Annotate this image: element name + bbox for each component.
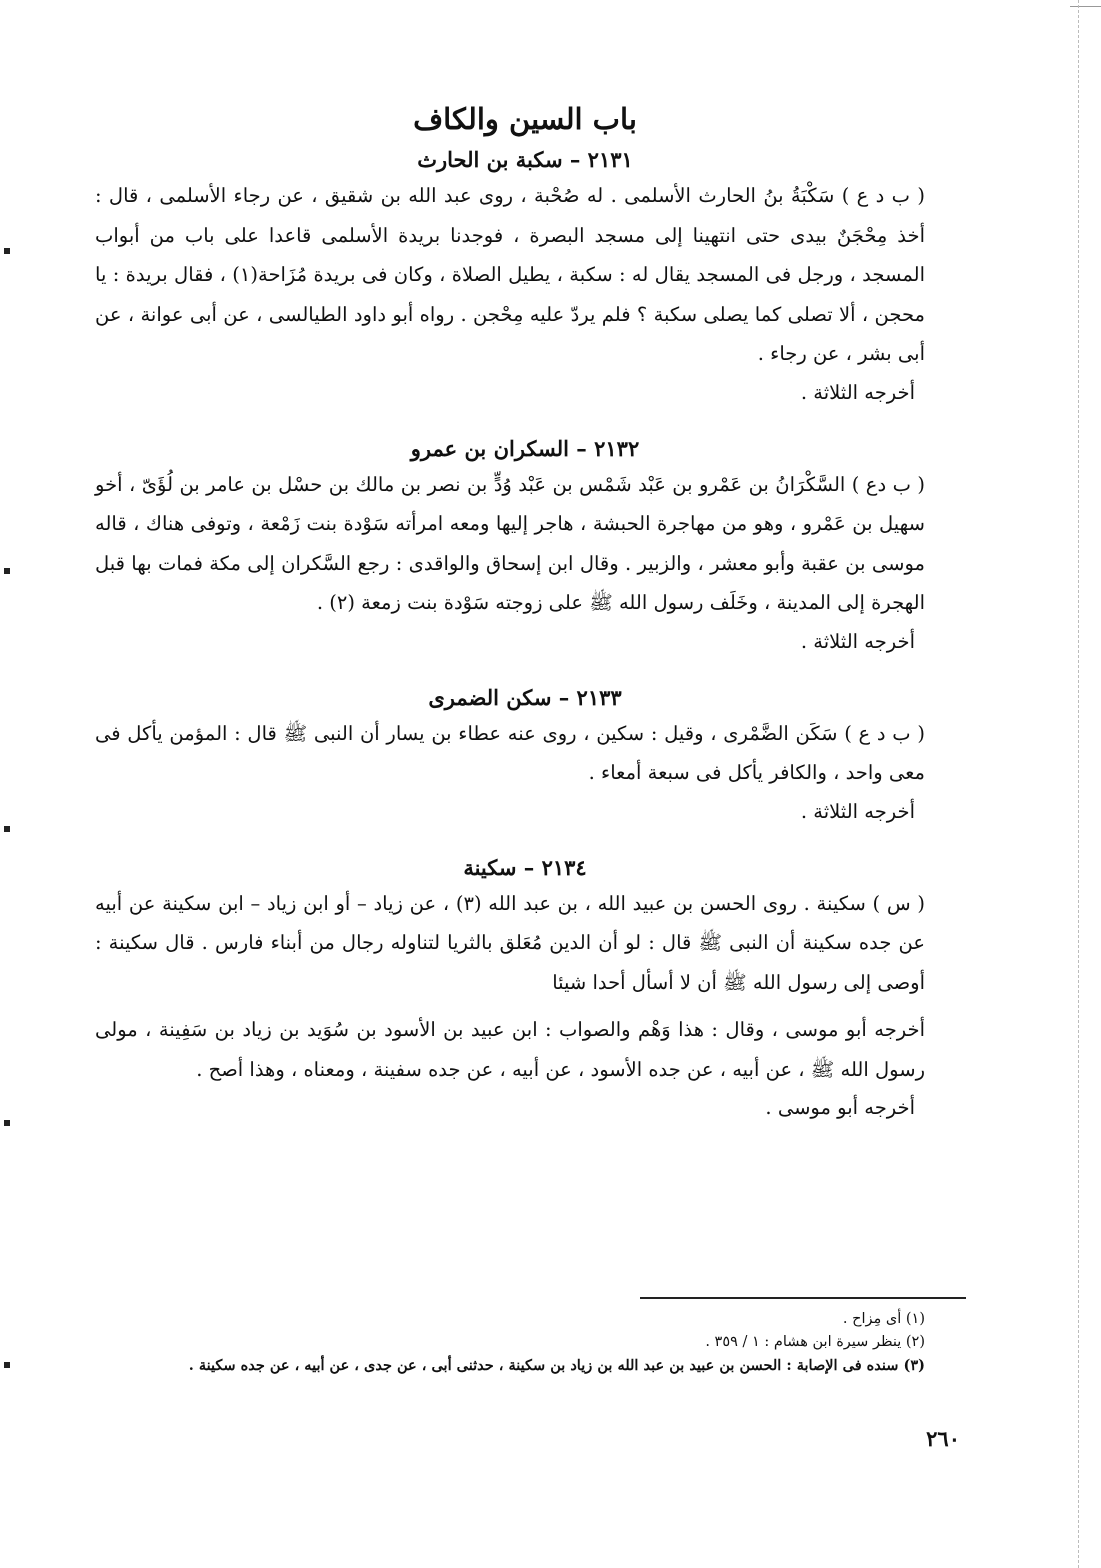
entry-heading: ٢١٣٤ – سكينة: [463, 854, 587, 880]
footnote-divider: [640, 1297, 966, 1299]
page-fold-line: [1078, 0, 1079, 1568]
entry-source-note: أخرجه الثلاثة .: [800, 380, 915, 404]
entry-heading: ٢١٣٣ – سكن الضمرى: [428, 684, 622, 710]
footnote: (٢) ينظر سيرة ابن هشام : ١ / ٣٥٩ .: [705, 1334, 925, 1350]
footnote: (٣) سنده فى الإصابة : الحسن بن عبيد بن عبد الله بن زياد بن سكينة ، حدثنى أبى ، عن جدى ، عن أبيه ، عن جده سكينة .: [188, 1357, 925, 1374]
entry-paragraph: أخرجه أبو موسى ، وقال : هذا وَهْم والصواب : ابن عبيد بن الأسود بن سُوَيد بن زياد بن سَفِينة ، مولى رسول الله ﷺ ، عن أبيه ، عن جده الأسود ، عن أبيه ، عن جده سفينة ، ومعناه ، وهذا أصح .: [95, 1018, 925, 1081]
margin-mark: [4, 568, 10, 574]
entry-2131: [95, 144, 955, 411]
entry-source-note: أخرجه الثلاثة .: [800, 629, 915, 653]
page-body: [95, 100, 955, 1126]
entry-heading: ٢١٣١ – سكبة بن الحارث: [417, 147, 633, 172]
entry-source-note: أخرجه أبو موسى .: [765, 1096, 915, 1119]
page-top-edge: [1070, 0, 1101, 7]
entry-paragraph: ( س ) سكينة . روى الحسن بن عبيد الله ، بن عبد الله (٣) ، عن زياد – أو ابن زياد – ابن سكينة عن أبيه عن جده سكينة أن النبى ﷺ قال : لو أن الدين مُعَلق بالثريا لتناوله رجال من أبناء فارس . قال سكينة : أوصى إلى رسول الله ﷺ أن لا أسأل أحدا شيئا: [95, 891, 925, 994]
entry-heading: ٢١٣٢ – السكران بن عمرو: [410, 435, 640, 461]
page-number: ٢٦٠: [926, 1426, 960, 1451]
margin-mark: [4, 248, 10, 254]
entry-paragraph: ( ب دع ) السَّكْرَانُ بن عَمْرو بن عَبْد شَمْس بن عَبْد وُدٍّ بن نصر بن مالك بن حسْل بن عامر بن لُؤَىّ ، أخو سهيل بن عَمْرو ، وهو من مهاجرة الحبشة ، هاجر إليها ومعه امرأته سَوْدة بنت زَمْعة ، وتوفى هناك ، قاله موسى بن عقبة وأبو معشر ، والزبير . وقال ابن إسحاق والواقدى : رجع السَّكران إلى مكة فمات بها قبل الهجرة إلى المدينة ، وخَلَف رسول الله ﷺ على زوجته سَوْدة بنت زمعة (٢) .: [95, 472, 925, 614]
chapter-title: باب السين والكاف: [413, 102, 637, 136]
footnote: (١) أى مِزاح .: [842, 1311, 925, 1327]
margin-mark: [4, 1362, 10, 1368]
margin-mark: [4, 826, 10, 832]
footnotes: [95, 1308, 925, 1377]
margin-mark: [4, 1120, 10, 1126]
entry-source-note: أخرجه الثلاثة .: [800, 799, 915, 823]
entry-2134: [95, 852, 955, 1127]
entry-2132: [95, 433, 955, 660]
entry-paragraph: ( ب د ع ) سَكَن الضَّمْرى ، وقيل : سكين ، روى عنه عطاء بن يسار أن النبى ﷺ قال : المؤمن يأكل فى معى واحد ، والكافر يأكل فى سبعة أمعاء .: [95, 721, 925, 784]
entry-2133: [95, 682, 955, 830]
entry-paragraph: ( ب د ع ) سَكْبَةُ بنُ الحارث الأسلمى . له صُحْبة ، روى عبد الله بن شقيق ، عن رجاء الأسلمى ، قال : أخذ مِحْجَنٌ بيدى حتى انتهينا إلى مسجد البصرة ، فوجدنا بريدة الأسلمى قاعدا على باب من أبواب المسجد ، ورجل فى المسجد يقال له : سكبة ، يطيل الصلاة ، وكان فى بريدة مُزَاحة(١) ، فقال بريدة : يا محجن ، ألا تصلى كما يصلى سكبة ؟ فلم يردّ عليه مِحْجن . رواه أبو داود الطيالسى ، عن أبى عوانة ، عن أبى بشر ، عن رجاء .: [95, 184, 925, 365]
